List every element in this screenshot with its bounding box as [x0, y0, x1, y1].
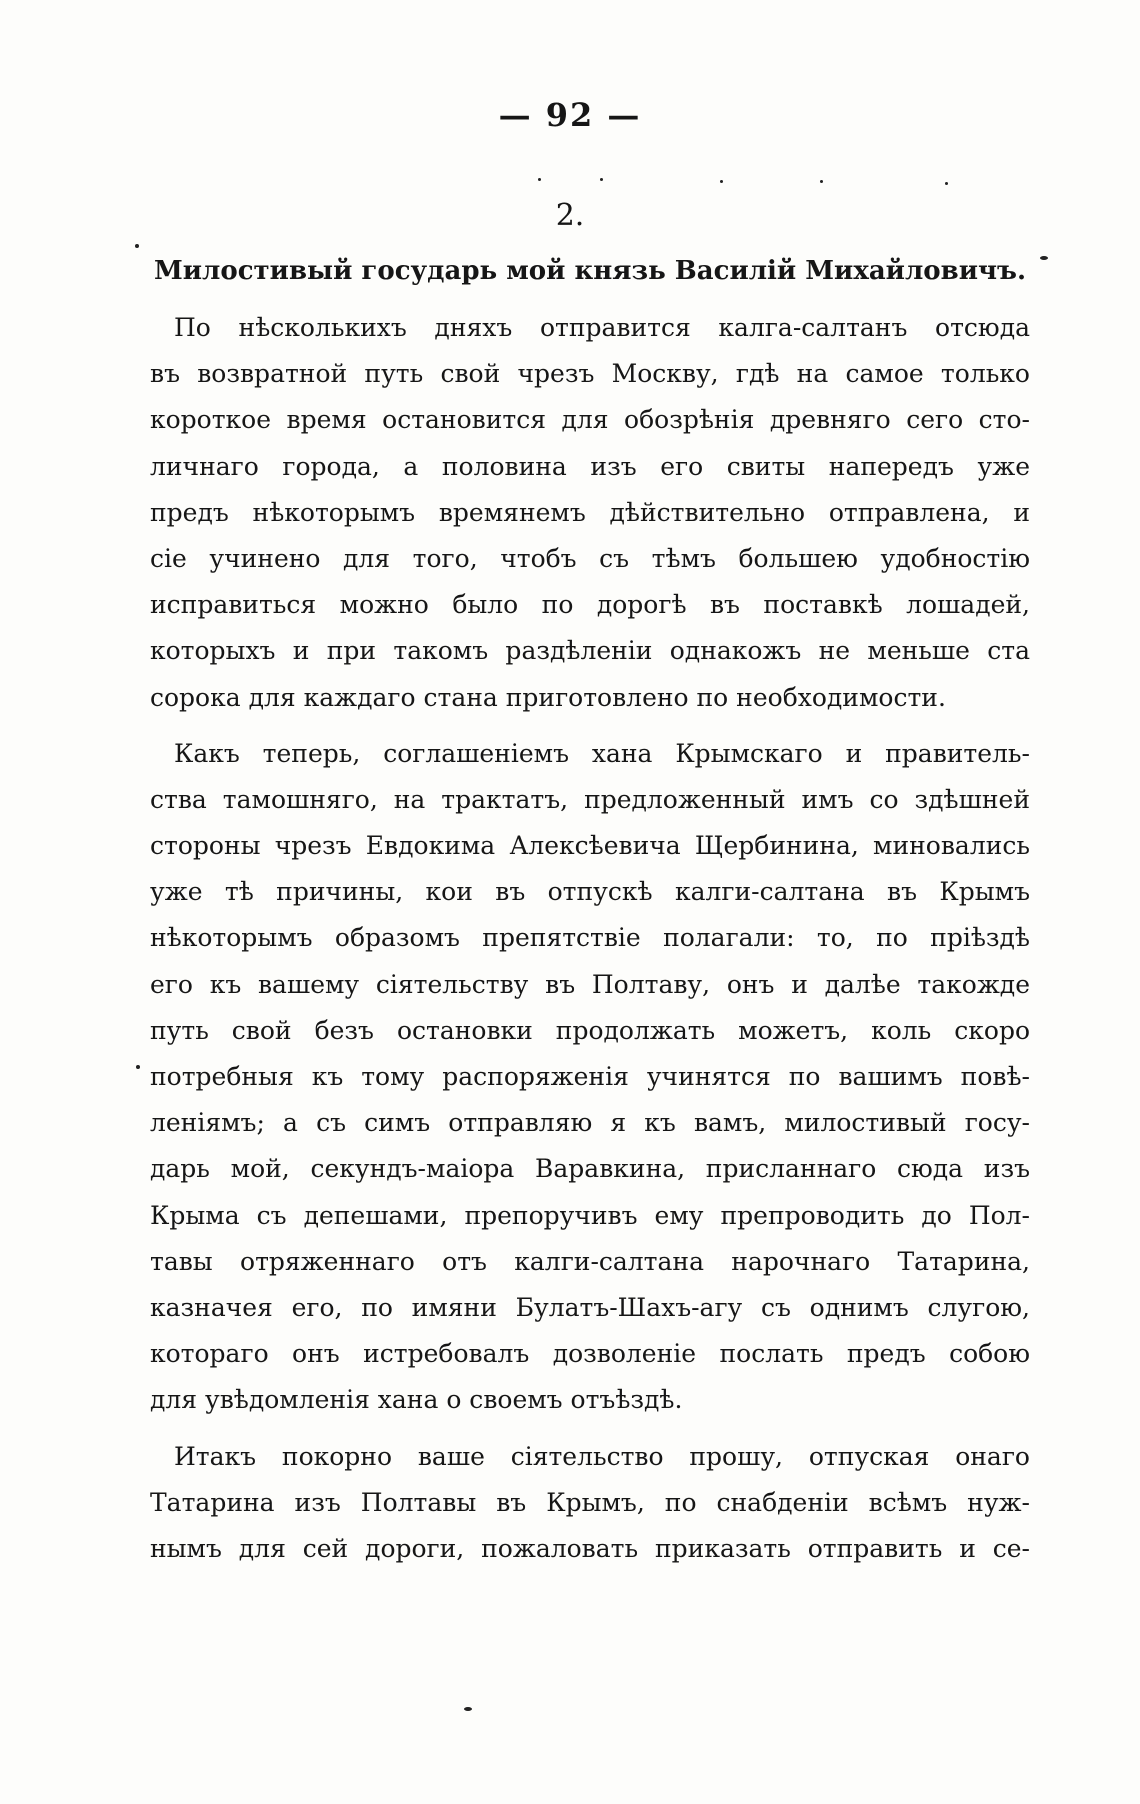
text-line: его къ вашему сіятельству въ Полтаву, онъ и далѣе такожде	[150, 969, 1030, 999]
text-line: исправиться можно было по дорогѣ въ поставкѣ лошадей,	[150, 590, 1030, 620]
text-line: которыхъ и при такомъ раздѣленіи однакожъ не меньше ста	[150, 636, 1030, 666]
paragraph-gap	[150, 1424, 1030, 1434]
text-line: Какъ теперь, соглашеніемъ хана Крымскаго и правитель-	[174, 738, 1030, 768]
salutation: Милостивый государь мой князь Василій Михайловичъ.	[153, 256, 1027, 286]
text-line: нымъ для сей дороги, пожаловать приказать отправить и се-	[150, 1533, 1030, 1563]
text-line: дарь мой, секундъ-маіора Варавкина, присланнаго сюда изъ	[150, 1154, 1030, 1184]
text-line: уже тѣ причины, кои въ отпускѣ калги-салтана въ Крымъ	[150, 877, 1030, 907]
text-line: сорока для каждаго стана приготовлено по необходимости.	[150, 682, 946, 712]
text-line: потребныя къ тому распоряженія учинятся по вашимъ повѣ-	[150, 1062, 1030, 1091]
text-line: ства тамошняго, на трактатъ, предложенный имъ со здѣшней	[150, 784, 1030, 814]
text-line: сіе учинено для того, чтобъ съ тѣмъ большею удобностію	[150, 543, 1030, 573]
paragraph-gap	[150, 721, 1030, 731]
text-line: короткое время остановится для обозрѣнія древняго сего сто-	[150, 405, 1030, 435]
paragraph-1	[150, 305, 1030, 721]
text-line: котораго онъ истребовалъ дозволеніе послать предъ собою	[150, 1339, 1030, 1369]
text-line: По нѣсколькихъ дняхъ отправится калга-салтанъ отсюда	[174, 313, 1030, 342]
letter-number: 2.	[555, 198, 585, 233]
scan-speck	[136, 1065, 140, 1069]
letter-body	[150, 305, 1030, 1572]
text-line: предъ нѣкоторымъ времянемъ дѣйствительно отправлена, и	[150, 497, 1030, 527]
scan-speck	[720, 180, 723, 183]
text-line: стороны чрезъ Евдокима Алексѣевича Щербинина, миновались	[150, 831, 1030, 861]
text-line: личнаго города, а половина изъ его свиты напередъ уже	[150, 451, 1030, 481]
scan-speck	[600, 178, 603, 181]
text-line: для увѣдомленія хана о своемъ отъѣздѣ.	[150, 1385, 683, 1415]
scan-speck	[538, 178, 541, 181]
text-line: въ возвратной путь свой чрезъ Москву, гдѣ на самое только	[150, 359, 1030, 389]
paragraph-2	[150, 731, 1030, 1424]
text-line: Крыма съ депешами, препоручивъ ему препроводить до Пол-	[150, 1200, 1030, 1230]
text-line: нѣкоторымъ образомъ препятствіе полагали: то, по пріѣздѣ	[150, 923, 1030, 953]
scan-speck	[1040, 256, 1048, 260]
text-line: путь свой безъ остановки продолжать можетъ, коль скоро	[150, 1015, 1030, 1045]
text-line: Татарина изъ Полтавы въ Крымъ, по снабденіи всѣмъ нуж-	[150, 1487, 1030, 1517]
paragraph-3	[150, 1434, 1030, 1573]
text-line: тавы отряженнаго отъ калги-салтана нарочнаго Татарина,	[150, 1246, 1030, 1276]
text-line: леніямъ; а съ симъ отправляю я къ вамъ, милостивый госу-	[150, 1108, 1030, 1138]
scan-speck	[135, 244, 139, 248]
scan-speck	[464, 1707, 472, 1711]
text-line: казначея его, по имяни Булатъ-Шахъ-агу съ однимъ слугою,	[150, 1292, 1030, 1322]
text-line: Итакъ покорно ваше сіятельство прошу, отпуская онаго	[174, 1441, 1030, 1471]
scan-speck	[820, 180, 823, 183]
scan-speck	[945, 182, 948, 185]
page-number: — 92 —	[498, 96, 642, 134]
